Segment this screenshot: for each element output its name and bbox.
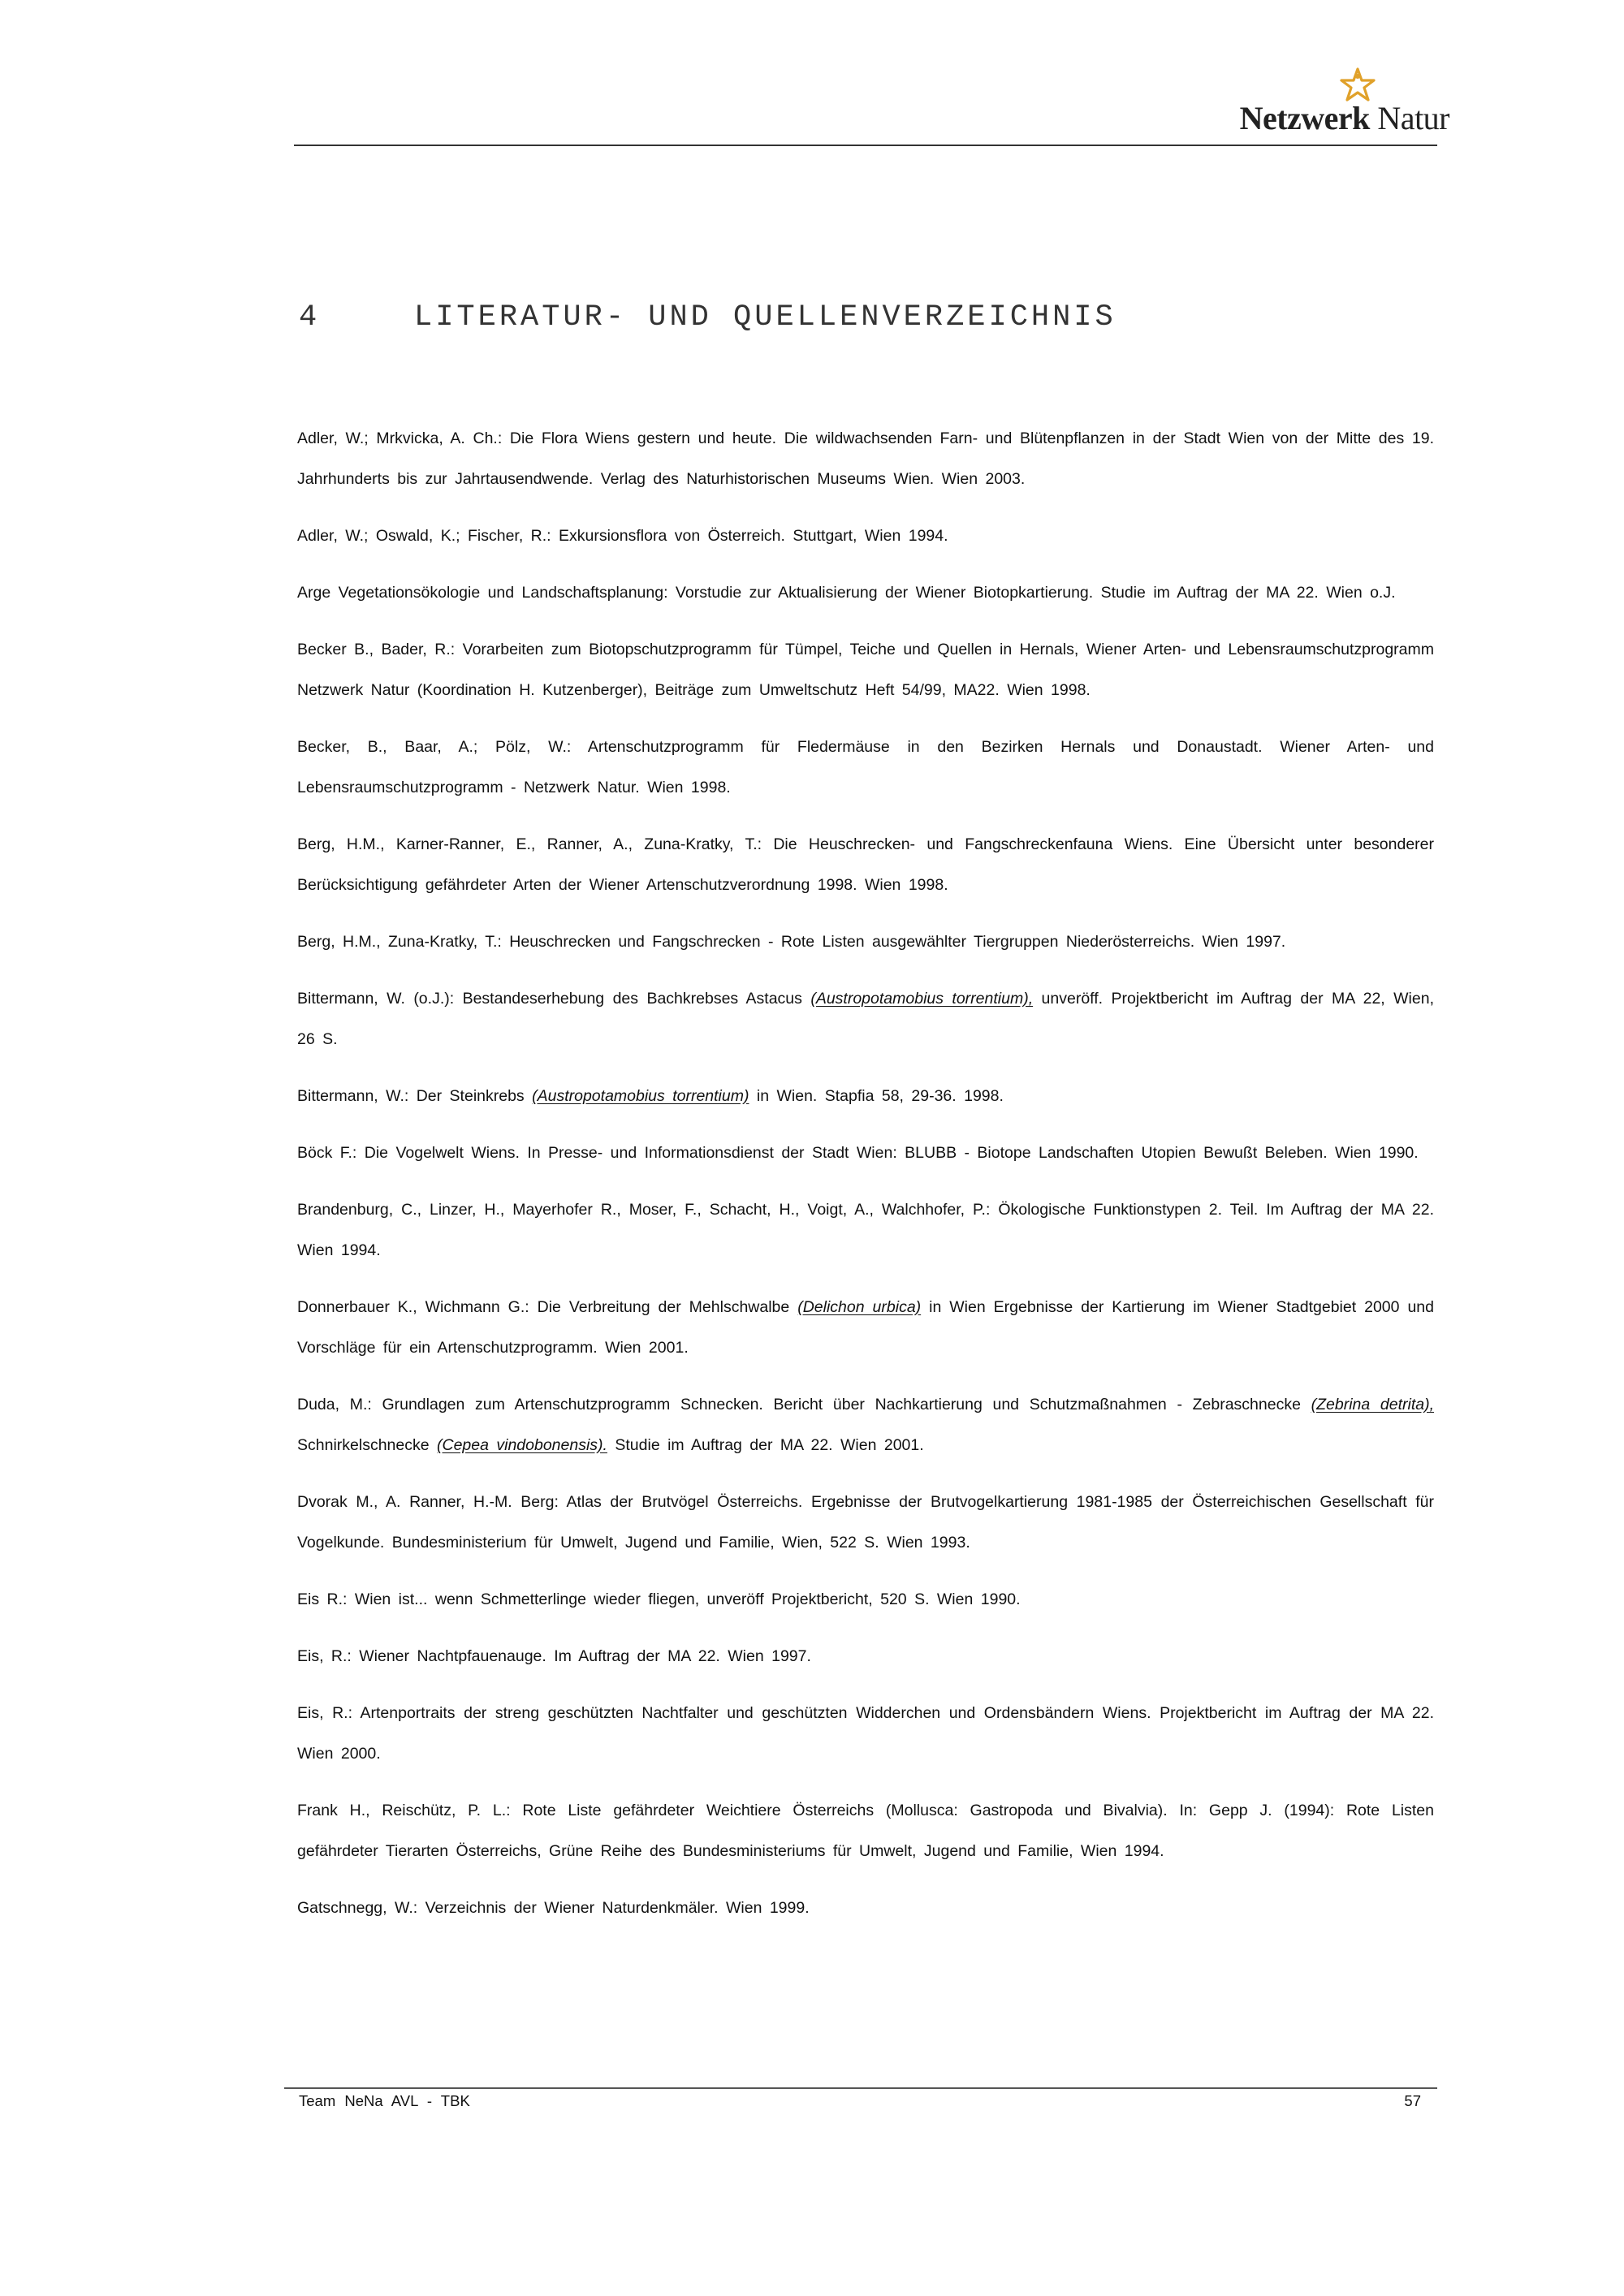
species-name-italic: (Cepea vindobonensis). (437, 1435, 607, 1454)
reference-list (297, 402, 1434, 1944)
reference-text: Becker, B., Baar, A.; Pölz, W.: Artenschutzprogramm für Fledermäuse in den Bezirken Hernals und Donaustadt. Wiener Arten- und Lebensraumschutzprogramm - Netzwerk Natur. Wien 1998. (297, 737, 1434, 796)
reference-text: Berg, H.M., Zuna-Kratky, T.: Heuschrecken und Fangschrecken - Rote Listen ausgewählter Tiergruppen Niederösterreichs. Wien 1997. (297, 932, 1286, 951)
reference-text: Böck F.: Die Vogelwelt Wiens. In Presse- und Informationsdienst der Stadt Wien: BLUBB - Biotope Landschaften Utopien Bewußt Beleben. Wien 1990. (297, 1143, 1419, 1162)
reference-entry (297, 1384, 1434, 1465)
footer-divider (284, 2087, 1437, 2089)
reference-entry (297, 572, 1434, 613)
reference-text: Arge Vegetationsökologie und Landschaftsplanung: Vorstudie zur Aktualisierung der Wiener Biotopkartierung. Studie im Auftrag der MA 22. Wien o.J. (297, 583, 1396, 602)
section-title: LITERATUR- UND QUELLENVERZEICHNIS (414, 300, 1116, 334)
reference-text: in Wien Ergebnisse der Kartierung im Wiener Stadtgebiet 2000 und Vorschläge für ein Artenschutzprogramm. Wien 2001. (297, 1297, 1434, 1357)
reference-entry (297, 978, 1434, 1060)
reference-entry (297, 1076, 1434, 1116)
reference-text: Schnirkelschnecke (297, 1435, 437, 1454)
logo-word-bold: Netzwerk (1239, 100, 1370, 136)
page-number: 57 (1404, 2092, 1421, 2109)
reference-text: Eis, R.: Wiener Nachtpfauenauge. Im Auftrag der MA 22. Wien 1997. (297, 1646, 811, 1665)
reference-text: Brandenburg, C., Linzer, H., Mayerhofer R., Moser, F., Schacht, H., Voigt, A., Walchhofer, P.: Ökologische Funktionstypen 2. Teil. Im Auftrag der MA 22. Wien 1994. (297, 1200, 1434, 1259)
netzwerk-natur-logo (1206, 67, 1449, 140)
reference-entry (297, 629, 1434, 710)
reference-entry (297, 516, 1434, 556)
reference-entry (297, 1888, 1434, 1928)
species-name-italic: (Zebrina detrita), (1311, 1395, 1434, 1413)
reference-text: Dvorak M., A. Ranner, H.-M. Berg: Atlas der Brutvögel Österreichs. Ergebnisse der Brutvogelkartierung 1981-1985 der Österreichischen Gesellschaft für Vogelkunde. Bundesministerium für Umwelt, Jugend und Familie, Wien, 522 S. Wien 1993. (297, 1492, 1434, 1552)
header-divider (294, 145, 1437, 146)
reference-text: Bittermann, W.: Der Steinkrebs (297, 1086, 533, 1105)
reference-text: Studie im Auftrag der MA 22. Wien 2001. (607, 1435, 924, 1454)
reference-text: Donnerbauer K., Wichmann G.: Die Verbreitung der Mehlschwalbe (297, 1297, 798, 1316)
reference-entry (297, 1133, 1434, 1173)
reference-entry (297, 1287, 1434, 1368)
reference-text: Berg, H.M., Karner-Ranner, E., Ranner, A., Zuna-Kratky, T.: Die Heuschrecken- und Fangschreckenfauna Wiens. Eine Übersicht unter besonderer Berücksichtigung gefährdeter Arten der Wiener Artenschutzverordnung 1998. Wien 1998. (297, 835, 1434, 894)
species-name-italic: (Delichon urbica) (797, 1297, 922, 1316)
reference-text: Gatschnegg, W.: Verzeichnis der Wiener Naturdenkmäler. Wien 1999. (297, 1898, 810, 1917)
reference-entry (297, 1790, 1434, 1871)
logo-wordmark (1240, 99, 1449, 137)
reference-text: Duda, M.: Grundlagen zum Artenschutzprogramm Schnecken. Bericht über Nachkartierung und Schutzmaßnahmen - Zebraschnecke (297, 1395, 1311, 1413)
reference-text: Adler, W.; Oswald, K.; Fischer, R.: Exkursionsflora von Österreich. Stuttgart, Wien 1994. (297, 526, 948, 545)
reference-entry (297, 727, 1434, 808)
reference-entry (297, 1482, 1434, 1563)
reference-entry (297, 418, 1434, 499)
reference-text: Adler, W.; Mrkvicka, A. Ch.: Die Flora Wiens gestern und heute. Die wildwachsenden Farn- und Blütenpflanzen in der Stadt Wien von der Mitte des 19. Jahrhunderts bis zur Jahrtausendwende. Verlag des Naturhistorischen Museums Wien. Wien 2003. (297, 429, 1434, 488)
reference-text: Eis, R.: Artenportraits der streng geschützten Nachtfalter und geschützten Widderchen und Ordensbändern Wiens. Projektbericht im Auftrag der MA 22. Wien 2000. (297, 1703, 1434, 1763)
section-number: 4 (299, 300, 321, 334)
footer-team: Team NeNa AVL - TBK (299, 2092, 470, 2109)
reference-text: Eis R.: Wien ist... wenn Schmetterlinge wieder fliegen, unveröff Projektbericht, 520 S. Wien 1990. (297, 1590, 1021, 1608)
reference-text: Bittermann, W. (o.J.): Bestandeserhebung des Bachkrebses Astacus (297, 989, 811, 1008)
species-name-italic: (Austropotamobius torrentium), (810, 989, 1034, 1008)
reference-entry (297, 921, 1434, 962)
logo-word-regular: Natur (1377, 100, 1449, 136)
reference-text: Becker B., Bader, R.: Vorarbeiten zum Biotopschutzprogramm für Tümpel, Teiche und Quellen in Hernals, Wiener Arten- und Lebensraumschutzprogramm Netzwerk Natur (Koordination H. Kutzenberger), Beiträge zum Umweltschutz Heft 54/99, MA22. Wien 1998. (297, 640, 1434, 699)
reference-entry (297, 824, 1434, 905)
reference-text: in Wien. Stapfia 58, 29-36. 1998. (749, 1086, 1004, 1105)
reference-entry (297, 1189, 1434, 1271)
species-name-italic: (Austropotamobius torrentium) (532, 1086, 749, 1105)
reference-entry (297, 1579, 1434, 1620)
reference-entry (297, 1693, 1434, 1774)
reference-entry (297, 1636, 1434, 1677)
reference-text: unveröff. Projektbericht im Auftrag der MA 22, Wien, 26 S. (297, 989, 1434, 1048)
reference-text: Frank H., Reischütz, P. L.: Rote Liste gefährdeter Weichtiere Österreichs (Mollusca: Gastropoda und Bivalvia). In: Gepp J. (1994): Rote Listen gefährdeter Tierarten Österreichs, Grüne Reihe des Bundesministeriums für Umwelt, Jugend und Familie, Wien 1994. (297, 1801, 1434, 1860)
